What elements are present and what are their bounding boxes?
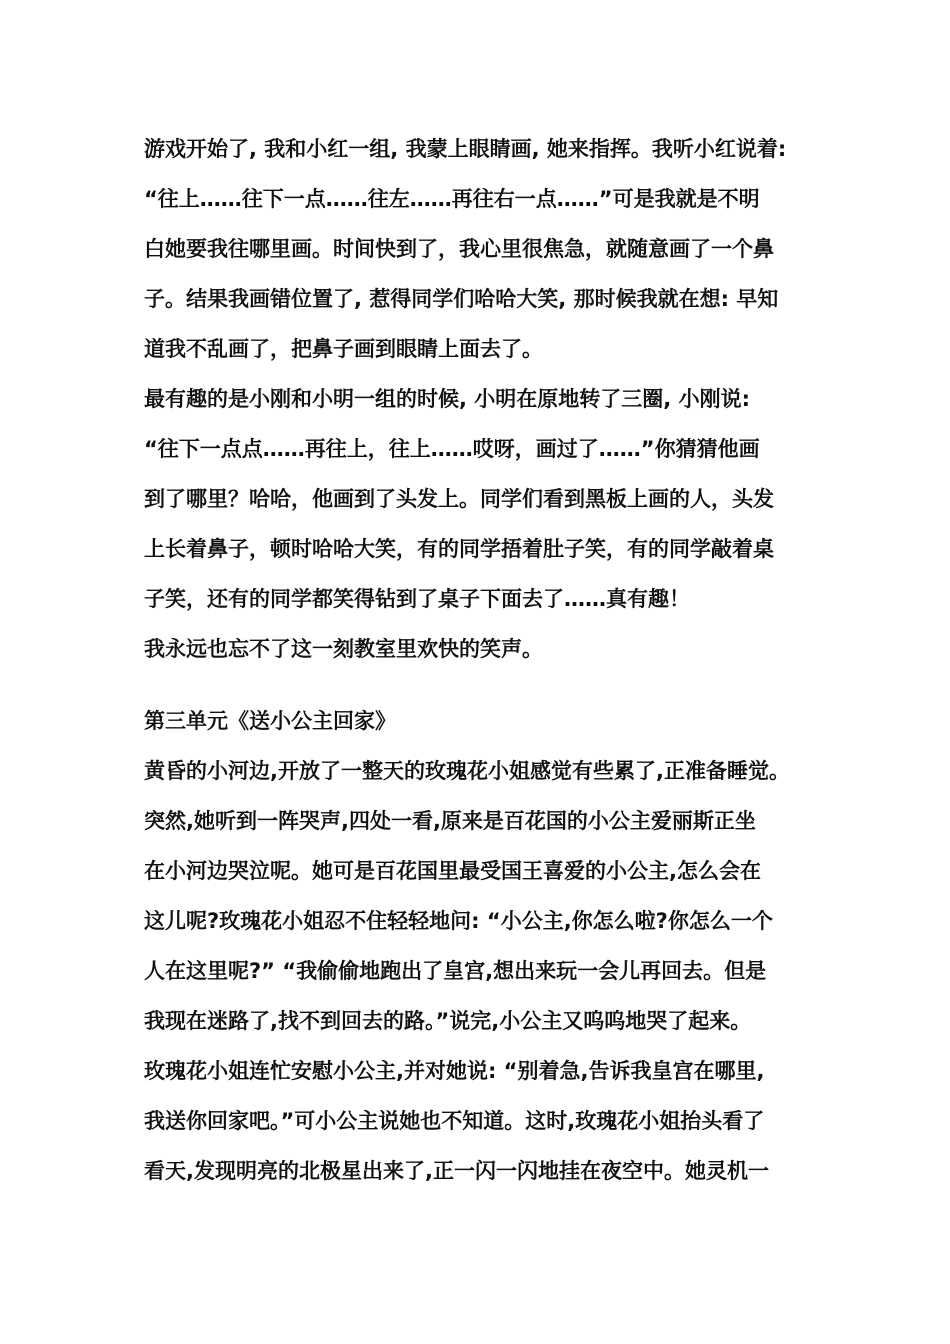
text-line: 到了哪里？哈哈，他画到了头发上。同学们看到黑板上画的人，头发 [144,487,774,511]
text-line: “往下一点点……再往上，往上……哎呀，画过了……”你猜猜他画 [144,437,760,461]
text-line: 玫瑰花小姐连忙安慰小公主,并对她说: “别着急,告诉我皇宫在哪里, [144,1059,765,1083]
text-line: 在小河边哭泣呢。她可是百花国里最受国王喜爱的小公主,怎么会在 [144,859,761,883]
text-line: 子笑，还有的同学都笑得钻到了桌子下面去了……真有趣！ [144,587,690,611]
text-line: 我永远也忘不了这一刻教室里欢快的笑声。 [144,637,543,661]
text-line: 游戏开始了, 我和小红一组, 我蒙上眼睛画, 她来指挥。我听小红说着: [144,137,787,161]
text-line: 看天,发现明亮的北极星出来了,正一闪一闪地挂在夜空中。她灵机一 [144,1159,769,1183]
text-line: 上长着鼻子，顿时哈哈大笑，有的同学捂着肚子笑，有的同学敲着桌 [144,537,774,561]
text-line: 道我不乱画了，把鼻子画到眼睛上面去了。 [144,337,543,361]
text-line: 我现在迷路了,找不到回去的路。”说完,小公主又呜呜地哭了起来。 [144,1009,752,1033]
text-line: 最有趣的是小刚和小明一组的时候, 小明在原地转了三圈, 小刚说: [144,387,750,411]
text-line: “往上……往下一点……往左……再往右一点……”可是我就是不明 [144,187,760,211]
text-line: 这儿呢?玫瑰花小姐忍不住轻轻地问: “小公主,你怎么啦?你怎么一个 [144,909,773,933]
text-line: 人在这里呢?” “我偷偷地跑出了皇宫,想出来玩一会儿再回去。但是 [144,959,767,983]
section-title: 第三单元《送小公主回家》 [144,709,396,733]
text-line: 黄昏的小河边,开放了一整天的玫瑰花小姐感觉有些累了,正准备睡觉。 [144,759,790,783]
text-line: 白她要我往哪里画。时间快到了，我心里很焦急，就随意画了一个鼻 [144,237,774,261]
text-line: 我送你回家吧。”可小公主说她也不知道。这时,玫瑰花小姐抬头看了 [144,1109,765,1133]
text-line: 突然,她听到一阵哭声,四处一看,原来是百花国的小公主爱丽斯正坐 [144,809,756,833]
text-line: 子。结果我画错位置了, 惹得同学们哈哈大笑, 那时候我就在想: 早知 [144,287,779,311]
